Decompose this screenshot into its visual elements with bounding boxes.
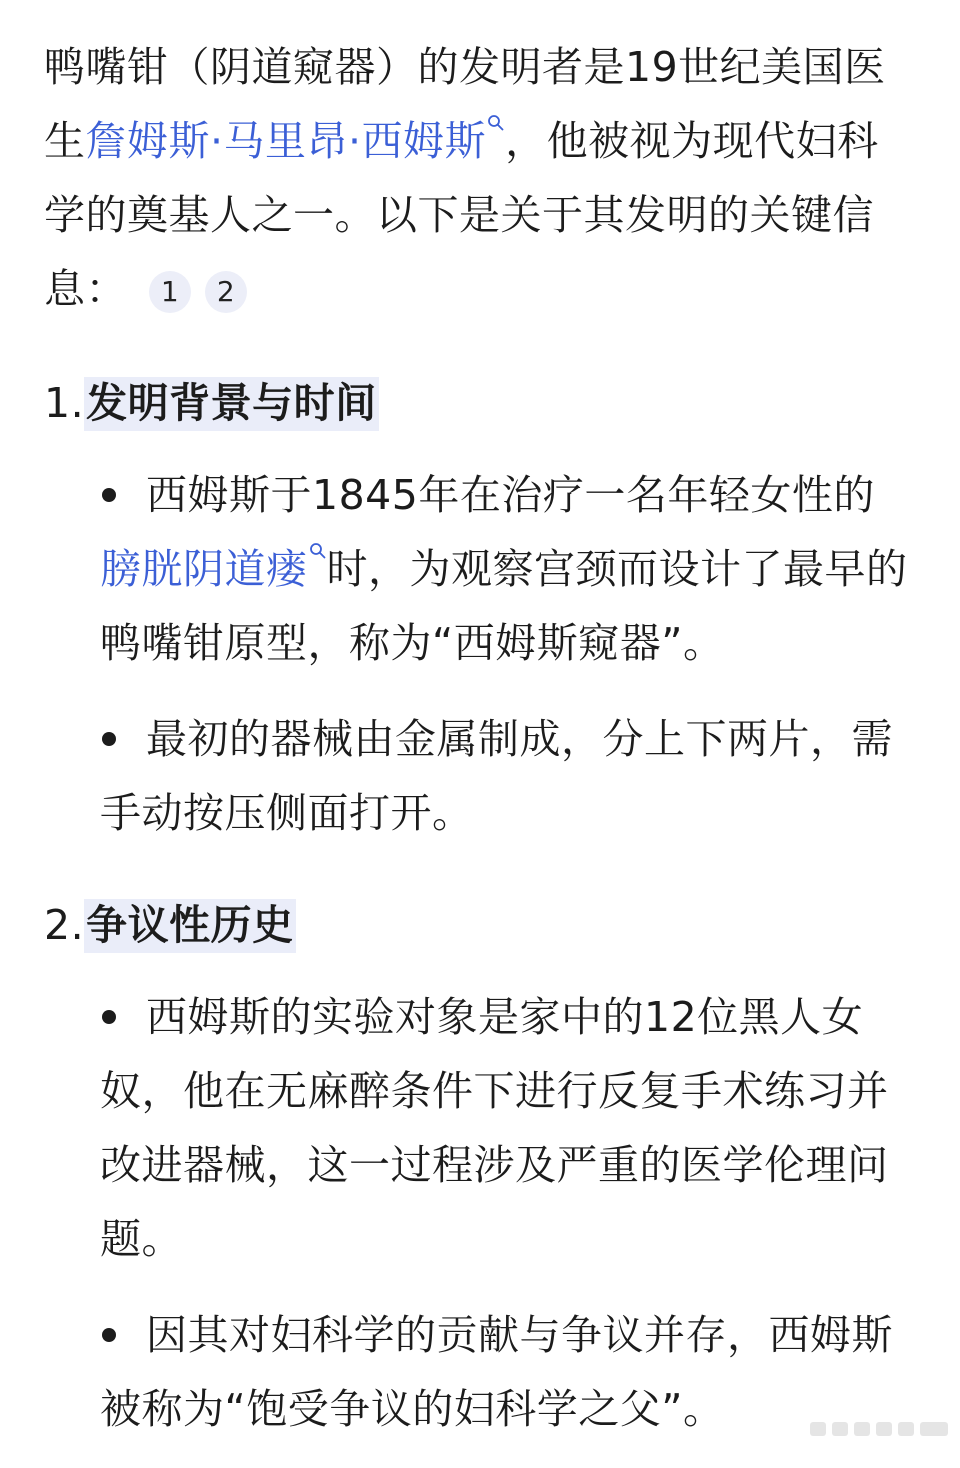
bullet-dot <box>102 488 116 502</box>
bullet-dot <box>102 1328 116 1342</box>
bullet-text: 因其对妇科学的贡献与争议并存，西姆斯被称为“饱受争议的妇科学之父”。 <box>100 1311 893 1433</box>
watermark-logo <box>810 1418 950 1440</box>
intro-paragraph <box>44 30 916 326</box>
link-james-marion-sims-label: 詹姆斯·马里昂·西姆斯 <box>85 117 487 165</box>
citation-badge-1[interactable]: 1 <box>149 271 191 313</box>
section-controversial-history <box>44 888 916 1446</box>
list-item <box>44 702 916 850</box>
bullet-text: 西姆斯的实验对象是家中的12位黑人女奴，他在无麻醉条件下进行反复手术练习并改进器械，这一过程涉及严重的医学伦理问题。 <box>100 993 889 1263</box>
bullet-list <box>44 458 916 850</box>
bullet-text-after: 时，为观察宫颈而设计了最早的鸭嘴钳原型，称为“西姆斯窥器”。 <box>100 545 908 667</box>
search-icon <box>309 542 327 560</box>
bullet-text-before: 西姆斯于1845年在治疗一名年轻女性的 <box>146 471 875 519</box>
link-vesicovaginal-fistula-label: 膀胱阴道瘘 <box>100 545 308 593</box>
bullet-text: 最初的器械由金属制成，分上下两片，需手动按压侧面打开。 <box>100 715 893 837</box>
list-item <box>44 458 916 680</box>
intro-text-after: ，他被视为现代妇科学的奠基人之一。以下是关于其发明的关键信息： <box>44 117 879 313</box>
section-title: 争议性历史 <box>84 899 296 953</box>
section-title: 发明背景与时间 <box>84 377 379 431</box>
citation-badge-2[interactable]: 2 <box>205 271 247 313</box>
intro-text-before: 鸭嘴钳（阴道窥器）的发明者是19世纪美国医生 <box>44 43 886 165</box>
search-icon <box>487 114 505 132</box>
bullet-text <box>54 458 916 680</box>
list-item <box>44 980 916 1276</box>
section-invention-background <box>44 366 916 850</box>
answer-content <box>44 30 916 1468</box>
bullet-list <box>44 980 916 1446</box>
section-number: 1. <box>44 379 85 427</box>
link-james-marion-sims[interactable] <box>86 117 506 165</box>
section-heading-1 <box>44 366 916 440</box>
list-item <box>44 1298 916 1446</box>
section-heading-2 <box>44 888 916 962</box>
bullet-dot <box>102 1010 116 1024</box>
bullet-dot <box>102 732 116 746</box>
section-number: 2. <box>44 901 85 949</box>
link-vesicovaginal-fistula[interactable] <box>100 545 327 593</box>
